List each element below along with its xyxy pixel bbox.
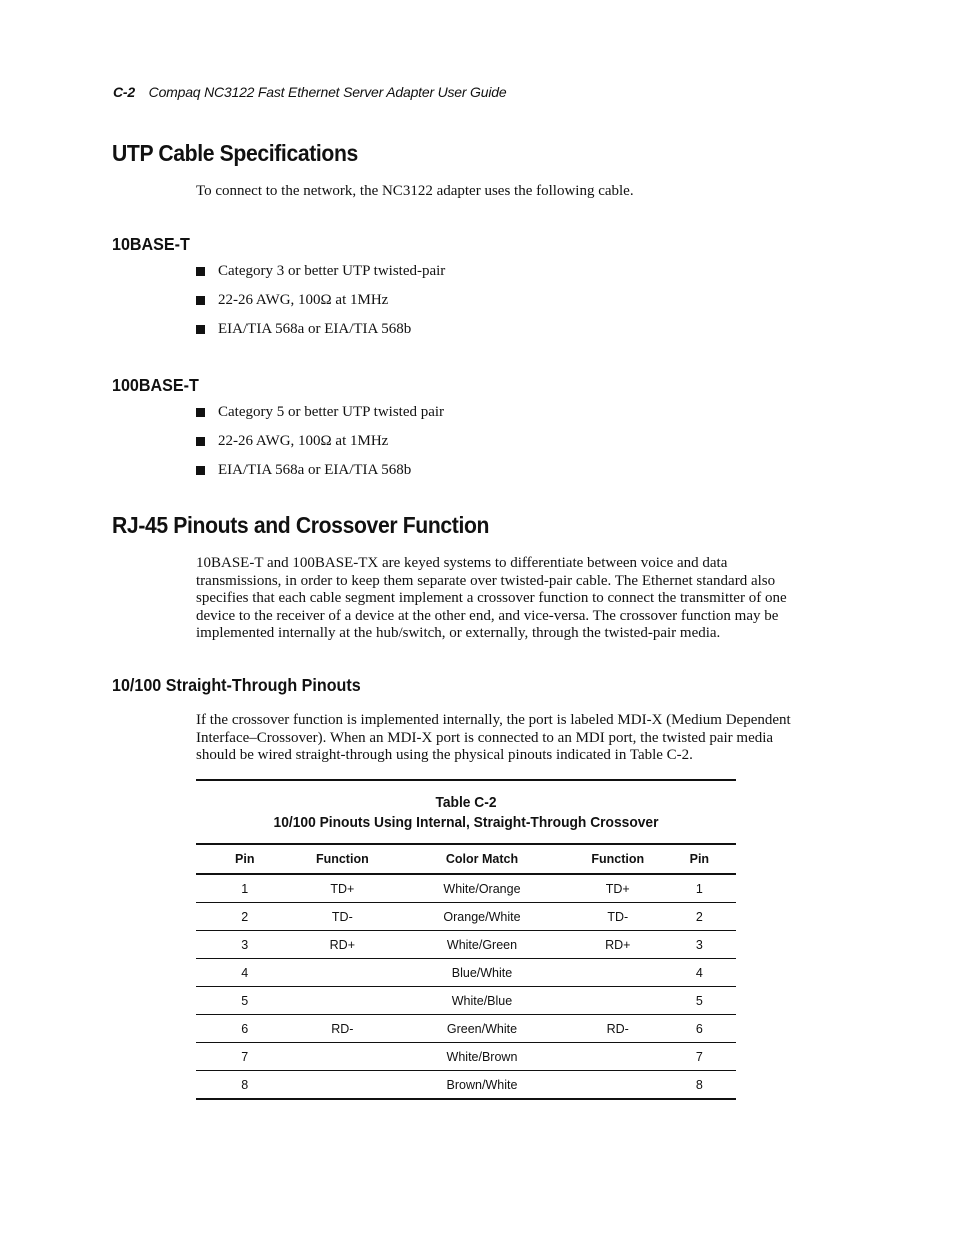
book-title: Compaq NC3122 Fast Ethernet Server Adapter User Guide bbox=[148, 84, 507, 100]
square-bullet-icon bbox=[196, 296, 205, 305]
table-cell: Brown/White bbox=[446, 1077, 518, 1092]
square-bullet-icon bbox=[196, 408, 205, 417]
heading-utp-cable-specifications: UTP Cable Specifications bbox=[112, 140, 358, 166]
column-header: Function bbox=[294, 844, 392, 874]
table-cell: 8 bbox=[695, 1077, 703, 1092]
rj45-body-paragraph: 10BASE-T and 100BASE-TX are keyed systems to differentiate between voice and data transmissions, in order to keep them separate over twisted-pair cable. The Ethernet standard also specifies that each cable segment implement a crossover function to connect the transmitter of one device to the receiver of a device at the other end, and vice-versa. The crossover function may be implemented internally at the hub/switch, or externally, through the twisted-pair media. bbox=[196, 555, 787, 641]
column-header: Function bbox=[573, 844, 663, 874]
square-bullet-icon bbox=[196, 437, 205, 446]
table-cell bbox=[294, 1043, 392, 1071]
list-item bbox=[196, 433, 444, 462]
column-header: Pin bbox=[663, 844, 736, 874]
table-cell: RD+ bbox=[294, 931, 392, 959]
table-cell bbox=[573, 1043, 663, 1071]
table-cell: 7 bbox=[196, 1043, 294, 1071]
table-cell: 8 bbox=[241, 1077, 249, 1092]
table-cell: RD- bbox=[573, 1015, 663, 1043]
heading-100base-t: 100BASE-T bbox=[112, 375, 199, 395]
table-row bbox=[196, 874, 736, 903]
pinout-table-block bbox=[196, 779, 736, 1100]
list-item bbox=[196, 263, 445, 292]
utp-intro-paragraph: To connect to the network, the NC3122 adapter uses the following cable. bbox=[196, 183, 634, 199]
heading-10base-t: 10BASE-T bbox=[112, 234, 190, 254]
table-cell bbox=[294, 959, 392, 987]
square-bullet-icon bbox=[196, 325, 205, 334]
table-cell: White/Orange bbox=[391, 874, 573, 903]
table-cell: 3 bbox=[196, 931, 294, 959]
table-row bbox=[196, 903, 736, 931]
running-header bbox=[113, 84, 506, 100]
table-cell: 3 bbox=[663, 931, 736, 959]
list-item-text: EIA/TIA 568a or EIA/TIA 568b bbox=[218, 462, 412, 478]
table-row bbox=[196, 959, 736, 987]
list-item-text: 22-26 AWG, 100Ω at 1MHz bbox=[218, 433, 389, 449]
table-row bbox=[196, 987, 736, 1015]
table-cell: 4 bbox=[663, 959, 736, 987]
list-item-text: EIA/TIA 568a or EIA/TIA 568b bbox=[218, 321, 412, 337]
table-cell: Blue/White bbox=[391, 959, 573, 987]
bullet-list-100base-t bbox=[196, 404, 444, 491]
table-row bbox=[196, 1043, 736, 1071]
table-cell: TD- bbox=[294, 903, 392, 931]
list-item-text: Category 5 or better UTP twisted pair bbox=[218, 404, 445, 420]
list-item bbox=[196, 321, 445, 350]
table-cell: 5 bbox=[663, 987, 736, 1015]
table-cell: 7 bbox=[663, 1043, 736, 1071]
column-header: Pin bbox=[196, 844, 294, 874]
table-cell: White/Brown bbox=[391, 1043, 573, 1071]
table-caption bbox=[218, 781, 715, 843]
bullet-list-10base-t bbox=[196, 263, 445, 350]
list-item-text: Category 3 or better UTP twisted-pair bbox=[218, 263, 446, 279]
table-cell: TD+ bbox=[573, 874, 663, 903]
table-title: 10/100 Pinouts Using Internal, Straight-Through Crossover bbox=[273, 814, 659, 831]
table-row bbox=[196, 931, 736, 959]
table-cell: 1 bbox=[663, 874, 736, 903]
table-cell: White/Green bbox=[391, 931, 573, 959]
list-item bbox=[196, 462, 444, 491]
table-cell: 1 bbox=[196, 874, 294, 903]
heading-rj45-pinouts: RJ-45 Pinouts and Crossover Function bbox=[112, 512, 490, 538]
list-item-text: 22-26 AWG, 100Ω at 1MHz bbox=[218, 292, 389, 308]
list-item bbox=[196, 292, 445, 321]
table-cell: TD- bbox=[573, 903, 663, 931]
table-cell bbox=[294, 1071, 392, 1100]
list-item bbox=[196, 404, 444, 433]
table-cell: 4 bbox=[196, 959, 294, 987]
table-cell bbox=[573, 987, 663, 1015]
square-bullet-icon bbox=[196, 466, 205, 475]
table-cell: 6 bbox=[196, 1015, 294, 1043]
table-row bbox=[196, 1015, 736, 1043]
table-cell: 2 bbox=[663, 903, 736, 931]
heading-straight-through-pinouts: 10/100 Straight-Through Pinouts bbox=[112, 675, 361, 695]
column-header: Color Match bbox=[391, 844, 573, 874]
straight-through-paragraph: If the crossover function is implemented internally, the port is labeled MDI-X (Medium Dependent Interface–Crossover). When an MDI-X port is connected to an MDI port, the twisted pair media should be wired straight-through using the physical pinouts indicated in Table C-2. bbox=[196, 712, 791, 763]
table-cell: 6 bbox=[663, 1015, 736, 1043]
table-cell: Orange/White bbox=[391, 903, 573, 931]
page-number: C-2 bbox=[113, 84, 135, 100]
table-label: Table C-2 bbox=[435, 794, 497, 811]
table-header-row bbox=[196, 844, 736, 874]
table-cell: White/Blue bbox=[391, 987, 573, 1015]
table-cell: Green/White bbox=[391, 1015, 573, 1043]
table-row bbox=[196, 1071, 736, 1100]
table-cell: RD- bbox=[294, 1015, 392, 1043]
table-cell: 5 bbox=[196, 987, 294, 1015]
table-cell: TD+ bbox=[294, 874, 392, 903]
table-cell: RD+ bbox=[573, 931, 663, 959]
square-bullet-icon bbox=[196, 267, 205, 276]
table-cell bbox=[294, 987, 392, 1015]
table-cell bbox=[573, 959, 663, 987]
table-cell: 2 bbox=[196, 903, 294, 931]
pinout-table bbox=[196, 843, 736, 1100]
table-cell bbox=[573, 1071, 663, 1100]
